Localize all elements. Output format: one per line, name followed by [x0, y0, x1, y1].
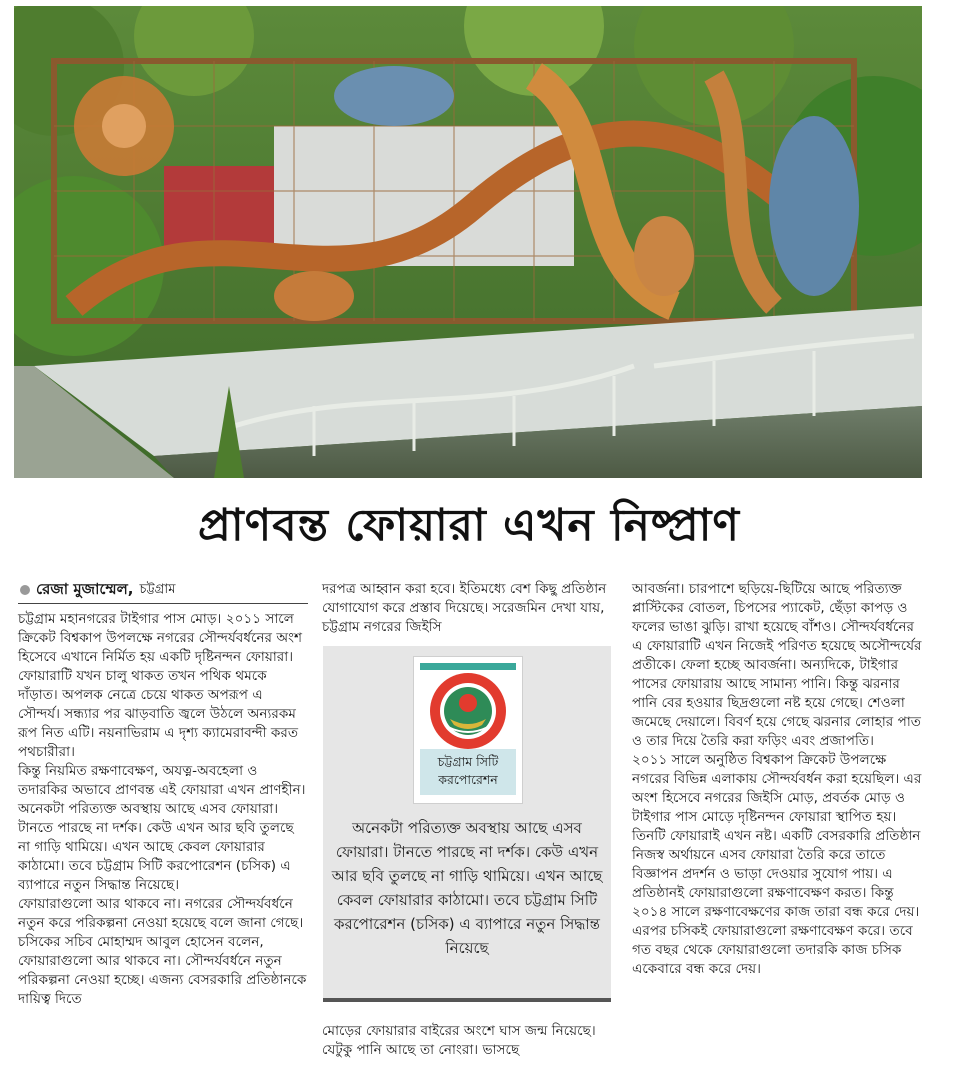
- bullet-icon: [20, 585, 30, 595]
- column-2-bottom: [322, 1022, 612, 1060]
- byline: [18, 580, 308, 599]
- divider: [18, 603, 308, 604]
- headline: প্রাণবন্ত ফোয়ারা এখন নিষ্প্রাণ: [197, 500, 740, 551]
- paragraph: ২০১১ সালে অনুষ্ঠিত বিশ্বকাপ ক্রিকেট উপলক্ষে নগরের বিভিন্ন এলাকায় সৌন্দর্যবর্ধন করা হয়েছিল। এর অংশ হিসেবে নগরের জিইসি মোড়, প্রবর্তক মোড় ও টাইগার পাস মোড়ে দৃষ্টিনন্দন ফোয়ারা স্থাপিত হয়। তিনটি ফোয়ারাই এখন নষ্ট। একটি বেসরকারি প্রতিষ্ঠান নিজস্ব অর্থায়নে এসব ফোয়ারা তৈরি করে তাতে বিজ্ঞাপন প্রদর্শন ও ভাড়া দেওয়ার সুযোগ পায়। এ প্রতিষ্ঠানই ফোয়ারাগুলো রক্ষণাবেক্ষণ করত। কিন্তু ২০১৪ সালে রক্ষণাবেক্ষণের কাজ তারা বন্ধ করে দেয়। এরপর চসিকই ফোয়ারাগুলো রক্ষণাবেক্ষণ করে। তবে গত বছর থেকে ফোয়ারাগুলো তদারকি কাজ চসিক একেবারে বন্ধ করে দেয়।: [632, 752, 922, 977]
- city-corporation-logo-icon: [414, 669, 522, 759]
- author-name: রেজা মুজাম্মেল,: [36, 580, 134, 598]
- column-3: [632, 580, 924, 979]
- article-photo: [14, 6, 922, 478]
- paragraph: কিন্তু নিয়মিত রক্ষণাবেক্ষণ, অযত্ন-অবহেলা ও তদারকির অভাবে প্রাণবন্ত এই ফোয়ারা এখন প্রাণহীন। অনেকটা পরিত্যক্ত অবস্থায় আছে এসব ফোয়ারা। টানতে পারছে না দর্শক। কেউ এখন আর ছবি তুলছে না গাড়ি থামিয়ে। এখন আছে কেবল ফোয়ারার কাঠামো। তবে চট্টগ্রাম সিটি করপোরেশন (চসিক) এ ব্যাপারে নতুন সিদ্ধান্ত নিয়েছে।: [18, 763, 306, 893]
- paragraph: আবর্জনা। চারপাশে ছড়িয়ে-ছিটিয়ে আছে পরিত্যক্ত প্লাস্টিকের বোতল, চিপসের প্যাকেট, ছেঁড়া কাপড় ও ফলের ভাঙা ঝুড়ি। রাখা হয়েছে বাঁশও। সৌন্দর্যবর্ধনের এ ফোয়ারাটি এখন নিজেই পরিণত হয়েছে অসৌন্দর্যের প্রতীকে। ফেলা হচ্ছে আবর্জনা। অন্যদিকে, টাইগার পাসের ফোয়ারায় আছে সামান্য পানি। কিন্তু ঝরনার পানি বের হওয়ার ছিদ্রগুলো নষ্ট হয়ে গেছে। শেওলা জমেছে দেয়ালে। বিবর্ণ হয়ে গেছে ঝরনার লোহার পাত ও তার দিয়ে তৈরি করা ফড়িং এবং প্রজাপতি।: [632, 581, 922, 749]
- city-corporation-logo-card: [413, 656, 523, 804]
- paragraph: ফোয়ারাগুলো আর থাকবে না। নগরের সৌন্দর্যবর্ধনে নতুন করে পরিকল্পনা নেওয়া হয়েছে বলে জানা গেছে। চসিকের সচিব মোহাম্মদ আবুল হোসেন বলেন, ফোয়ারাগুলো আর থাকবে না। সৌন্দর্যবর্ধনে নতুন পরিকল্পনা নেওয়া হচ্ছে। এজন্য বেসরকারি প্রতিষ্ঠানকে দায়িত্ব দিতে: [18, 896, 307, 1007]
- column-2: [322, 580, 612, 637]
- column-1: [18, 580, 308, 1009]
- fountain-photo-illustration: [14, 6, 922, 478]
- pull-quote: অনেকটা পরিত্যক্ত অবস্থায় আছে এসব ফোয়ারা। টানতে পারছে না দর্শক। কেউ এখন আর ছবি তুলছে না গাড়ি থামিয়ে। এখন আছে কেবল ফোয়ারার কাঠামো। তবে চট্টগ্রাম সিটি করপোরেশন (চসিক) এ ব্যাপারে নতুন সিদ্ধান্ত নিয়েছে: [331, 819, 603, 957]
- pull-quote-box: [323, 646, 611, 1002]
- paragraph: দরপত্র আহ্বান করা হবে। ইতিমধ্যে বেশ কিছু প্রতিষ্ঠান যোগাযোগ করে প্রস্তাব দিয়েছে। সরেজমিন দেখা যায়, চট্টগ্রাম নগরের জিইসি: [322, 581, 607, 635]
- logo-caption: চট্টগ্রাম সিটি করপোরেশন: [420, 749, 516, 795]
- paragraph: চট্টগ্রাম মহানগরের টাইগার পাস মোড়। ২০১১ সালে ক্রিকেট বিশ্বকাপ উপলক্ষে নগরের সৌন্দর্যবর্ধনের অংশ হিসেবে এখানে নির্মিত হয় একটি দৃষ্টিনন্দন ফোয়ারা। ফোয়ারাটি যখন চালু থাকত তখন পথিক থমকে দাঁড়াত। অপলক নেত্রে চেয়ে থাকত অপরূপ এ সৌন্দর্য। সন্ধ্যার পর ঝাড়বাতি জ্বলে উঠলে অন্যরকম রূপ নিত এটি। নয়নাভিরাম এ দৃশ্য ক্যামেরাবন্দী করত পথচারীরা।: [18, 611, 303, 760]
- paragraph: মোড়ের ফোয়ারার বাইরের অংশে ঘাস জন্ম নিয়েছে। যেটুকু পানি আছে তা নোংরা। ভাসছে: [322, 1023, 596, 1058]
- dateline-place: চট্টগ্রাম: [139, 582, 176, 597]
